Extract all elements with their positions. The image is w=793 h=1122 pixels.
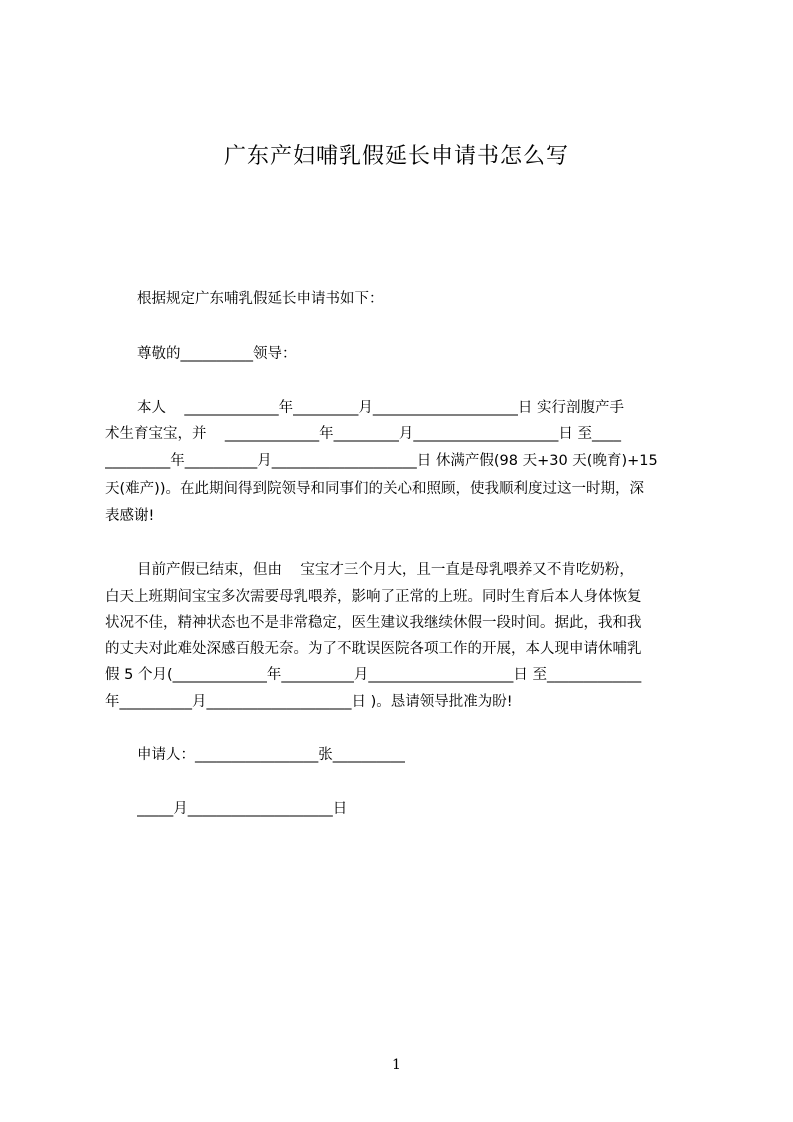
- paragraph1-line-3: _________年__________月____________________日 休满产假(98 天+30 天(晚育)+15: [105, 453, 658, 469]
- paragraph2-line-3: 状况不佳，精神状态也不是非常稳定，医生建议我继续休假一段时间。据此，我和我: [105, 615, 642, 631]
- intro-line: 根据规定广东哺乳假延长申请书如下：: [137, 291, 384, 307]
- page-number: 1: [392, 1057, 401, 1073]
- paragraph1-line-4: 天(难产))。在此期间得到院领导和同事们的关心和照顾，使我顺利度过这一时期，深: [105, 481, 644, 497]
- applicant-line: 申请人：_________________张__________: [137, 747, 406, 763]
- paragraph2-line-2: 白天上班期间宝宝多次需要母乳喂养，影响了正常的上班。同时生育后本人身体恢复: [105, 589, 642, 605]
- paragraph2-line-5: 假 5 个月(_____________年__________月____________________日 至_____________: [105, 667, 642, 683]
- paragraph2-line-6: 年__________月____________________日 )。恳请领导批准为盼!: [105, 694, 513, 710]
- document-title: 广东产妇哺乳假延长申请书怎么写: [223, 144, 569, 169]
- paragraph2-line-4: 的丈夫对此难处深感百般无奈。为了不耽误医院各项工作的开展，本人现申请休哺乳: [105, 641, 642, 657]
- paragraph2-line-1: 目前产假已结束，但由 宝宝才三个月大，且一直是母乳喂养又不肯吃奶粉，: [137, 562, 634, 578]
- paragraph1-line-1: 本人 _____________年_________月____________________日 实行剖腹产手: [137, 400, 625, 416]
- paragraph1-line-2: 术生育宝宝，并 _____________年_________月____________________日 至____: [105, 426, 622, 442]
- salutation-line: 尊敬的__________领导：: [137, 346, 297, 362]
- date-line: _____月____________________日: [137, 801, 348, 817]
- paragraph1-line-5: 表感谢!: [105, 508, 155, 524]
